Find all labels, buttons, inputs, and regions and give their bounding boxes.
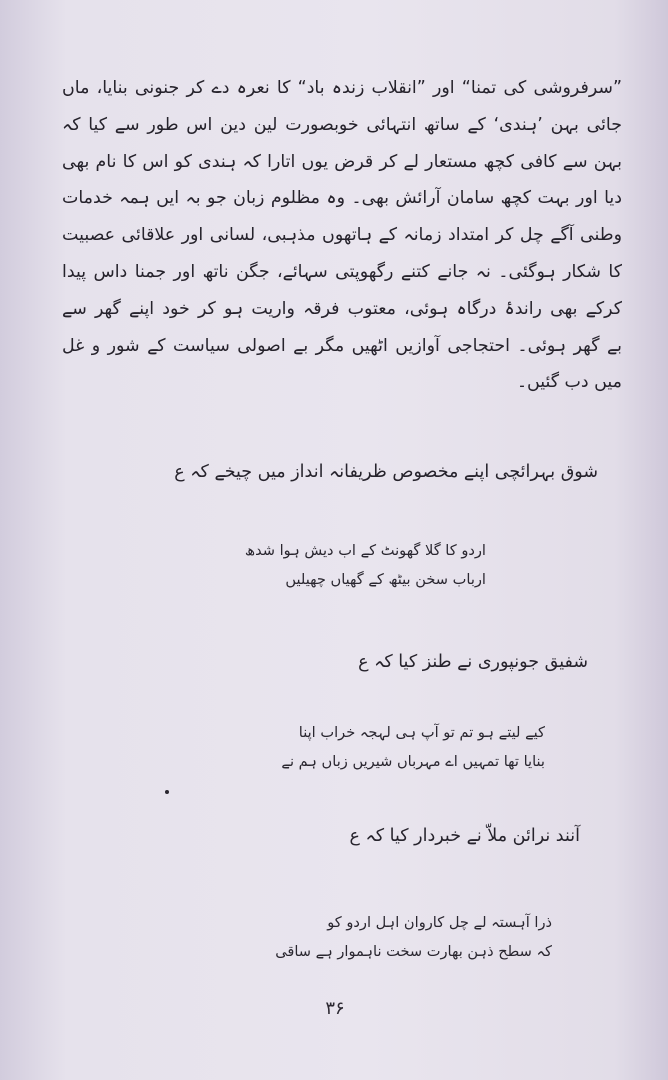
couplet-shafiq [195,718,545,776]
paragraph-line: ”سرفروشی کی تمنا“ اور ”انقلاب زندہ باد“ کا نعرہ دے کر جنونی بنایا، ماں [62,78,622,98]
verse-line: اردو کا گلا گھونٹ کے اب دیش ہوا شدھ [244,542,486,559]
verse-line: بنایا تھا تمہیں اے مہرباں شیریں زباں ہم نے [281,753,545,770]
couplet-shauq [186,536,486,594]
paragraph-line: میں دب گئیں۔ [516,372,622,393]
quote-intro-shafiq: شفیق جونپوری نے طنز کیا کہ ع [358,652,588,672]
verse-line: کہ سطح ذہن بھارت سخت ناہموار ہے ساقی [275,943,552,960]
paragraph-line: جائی بہن ’ہندی‘ کے ساتھ انتہائی خوبصورت لین دین اس طور سے کیا کہ [62,114,622,135]
paragraph-line: بے گھر ہوئی۔ احتجاجی آوازیں اٹھیں مگر بے اصولی سیاست کے شور و غل [62,335,622,356]
couplet-anand [172,908,552,966]
paragraph-line: بہن سے کافی کچھ مستعار لے کر قرض یوں اتارا کہ ہندی کو اس کا نام بھی [62,151,622,172]
body-paragraph [62,70,622,401]
verse-line: کیے لیتے ہو تم تو آپ ہی لہجہ خراب اپنا [298,724,545,741]
verse-line: ارباب سخن بیٹھ کے گھیاں چھیلیں [285,571,486,588]
paragraph-line: کرکے بھی راندۂ درگاہ ہوئی، معتوب فرقہ واریت ہو کر خود اپنے گھر سے [62,298,622,319]
verse-line: ذرا آہستہ لے چل کاروان اہل اردو کو [327,914,552,931]
page-number: ۳۶ [325,998,345,1019]
ink-speck [165,790,169,794]
quote-intro-shauq: شوق بہرائچی اپنے مخصوص ظریفانہ انداز میں چیخے کہ ع [174,462,598,482]
paragraph-line: وطنی آگے چل کر امتداد زمانہ کے ہاتھوں مذہبی، لسانی اور علاقائی عصبیت [62,225,622,246]
paragraph-line: دیا اور بہت کچھ سامان آرائش بھی۔ وہ مظلوم زبان جو بہ ایں ہمہ خدمات [62,188,622,209]
paragraph-line: کا شکار ہوگئی۔ نہ جانے کتنے رگھوپتی سہائے، جگن ناتھ اور جمنا داس پیدا [62,261,622,282]
quote-intro-anand: آنند نرائن ملاّ نے خبردار کیا کہ ع [349,826,580,846]
